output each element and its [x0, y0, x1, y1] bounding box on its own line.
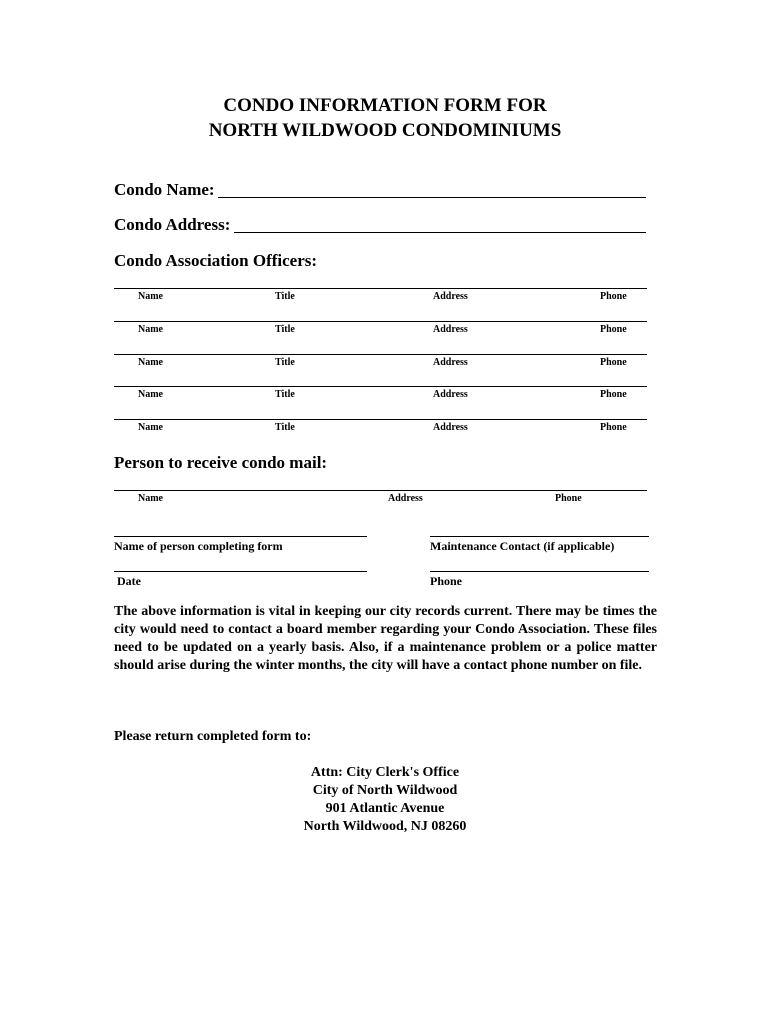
officer-title-caption: Title [275, 291, 295, 302]
officer-name-caption: Name [138, 291, 163, 302]
completer-name-caption: Name of person completing form [114, 539, 283, 553]
form-title-line1: CONDO INFORMATION FORM FOR [223, 95, 547, 116]
mail-address-caption: Address [388, 493, 423, 504]
return-address-line4: North Wildwood, NJ 08260 [303, 819, 467, 834]
officer-address-caption: Address [433, 389, 468, 400]
phone-line[interactable] [430, 571, 649, 572]
mail-recipient-line[interactable] [114, 490, 647, 491]
officer-address-caption: Address [433, 324, 468, 335]
officer-name-caption: Name [138, 357, 163, 368]
maintenance-contact-caption: Maintenance Contact (if applicable) [430, 539, 615, 553]
officer-phone-caption: Phone [600, 291, 627, 302]
condo-name-field[interactable] [218, 197, 646, 198]
officer-line-5[interactable] [114, 419, 647, 420]
officer-line-1[interactable] [114, 288, 647, 289]
officer-phone-caption: Phone [600, 389, 627, 400]
date-line[interactable] [114, 571, 367, 572]
officer-phone-caption: Phone [600, 357, 627, 368]
mail-recipient-label: Person to receive condo mail: [114, 453, 328, 472]
officer-title-caption: Title [275, 324, 295, 335]
officers-label: Condo Association Officers: [114, 251, 318, 270]
officer-title-caption: Title [275, 422, 295, 433]
officer-name-caption: Name [138, 422, 163, 433]
mail-phone-caption: Phone [555, 493, 582, 504]
officer-address-caption: Address [433, 291, 468, 302]
officer-line-3[interactable] [114, 354, 647, 355]
notice-paragraph: The above information is vital in keeping our city records current. There may be times the city would need to contact a board member regarding your Condo Association. These files need to be updated on a yearly basis. Also, if a maintenance problem or a police matter should arise during the winter months, the city will have a contact phone number on file. [114, 604, 657, 673]
return-address-line1: Attn: City Clerk's Office [310, 765, 460, 780]
officer-name-caption: Name [138, 389, 163, 400]
officer-line-2[interactable] [114, 321, 647, 322]
condo-name-label: Condo Name: [114, 180, 215, 199]
return-address-line3: 901 Atlantic Avenue [325, 801, 445, 816]
maintenance-contact-line[interactable] [430, 536, 649, 537]
officer-phone-caption: Phone [600, 422, 627, 433]
form-title-line2: NORTH WILDWOOD CONDOMINIUMS [208, 120, 562, 141]
officer-title-caption: Title [275, 357, 295, 368]
officer-address-caption: Address [433, 422, 468, 433]
officer-line-4[interactable] [114, 386, 647, 387]
condo-address-label: Condo Address: [114, 215, 231, 234]
return-address-line2: City of North Wildwood [312, 783, 458, 798]
officer-name-caption: Name [138, 324, 163, 335]
phone-caption: Phone [430, 574, 463, 588]
officer-title-caption: Title [275, 389, 295, 400]
return-label: Please return completed form to: [114, 729, 312, 744]
officer-address-caption: Address [433, 357, 468, 368]
completer-name-line[interactable] [114, 536, 367, 537]
officer-phone-caption: Phone [600, 324, 627, 335]
mail-name-caption: Name [138, 493, 163, 504]
date-caption: Date [117, 574, 141, 588]
condo-address-field[interactable] [234, 232, 646, 233]
